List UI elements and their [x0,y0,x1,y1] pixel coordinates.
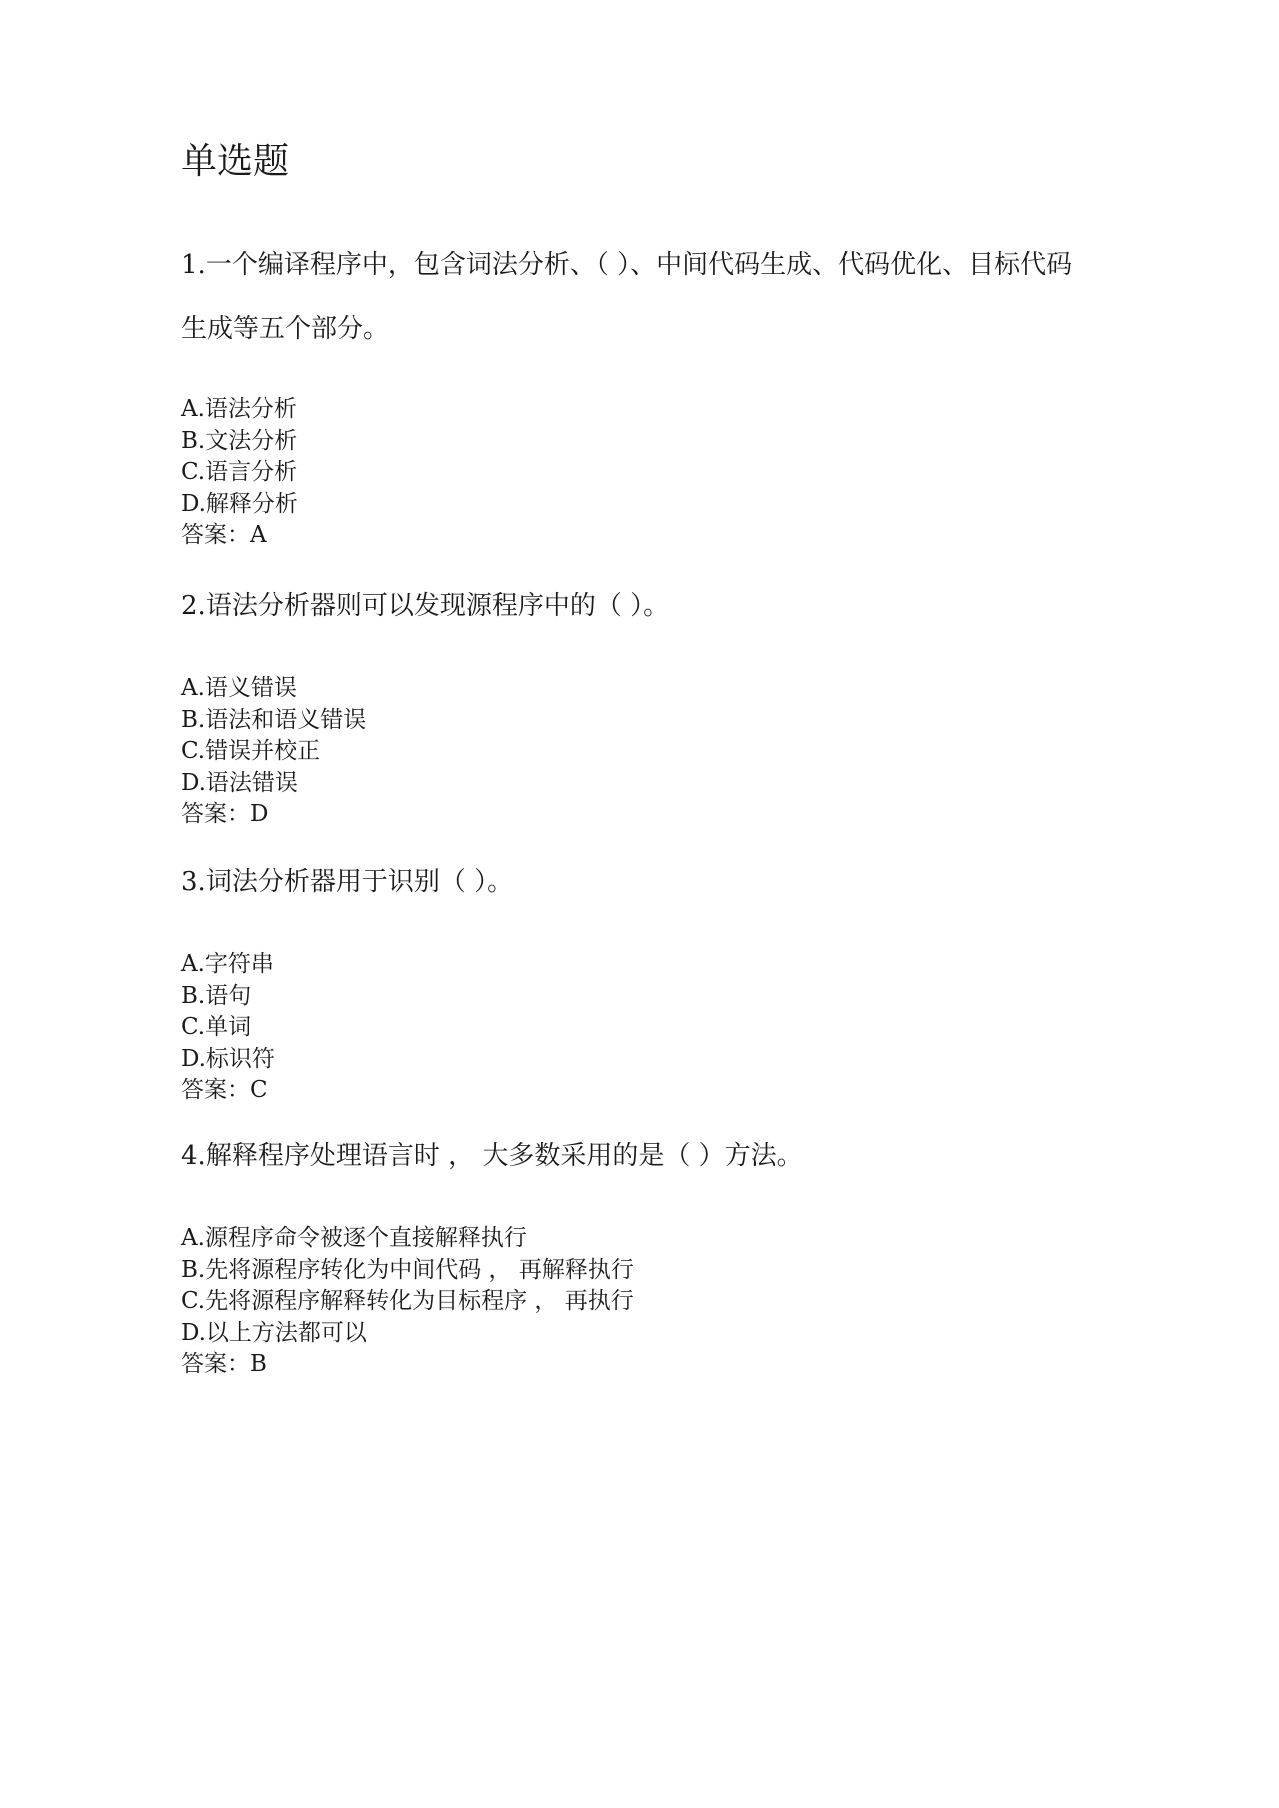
option-b: B.先将源程序转化为中间代码 ， 再解释执行 [181,1256,634,1283]
option-c: C.语言分析 [181,459,298,485]
option-c: C.单词 [181,1014,252,1040]
question-stem [181,850,1081,914]
option-list [181,394,1081,520]
option-d: D.标识符 [181,1045,275,1072]
question-number: 4 . [181,1141,206,1171]
question-1 [181,233,1081,552]
question-number: 2 . [181,591,206,621]
question-text: 一个编译程序中，包含词法分析、（ ）、中间代码生成、代码优化、目标代码生成等五个部分。 [181,250,1073,344]
option-b: B.语句 [181,982,252,1009]
question-number: 1 . [181,250,206,280]
option-b: B.语法和语义错误 [181,706,367,733]
option-d: D.解释分析 [181,490,298,517]
option-d: D.以上方法都可以 [181,1319,367,1346]
answer-text: 答案：A [181,522,267,548]
question-2 [181,574,1081,831]
answer-text: 答案：B [181,1351,267,1377]
option-list [181,673,1081,799]
option-d: D.语法错误 [181,769,298,796]
question-text: 解释程序处理语言时 ， 大多数采用的是（ ）方法。 [205,1141,803,1171]
answer-text: 答案：C [181,1077,268,1103]
option-a: A.字符串 [181,951,274,977]
option-c: C.先将源程序解释转化为目标程序 ， 再执行 [181,1288,634,1314]
option-a: A.源程序命令被逐个直接解释执行 [181,1225,527,1251]
section-title: 单选题 [181,141,290,182]
question-stem [181,233,1081,361]
option-list [181,949,1081,1075]
question-text: 词法分析器用于识别（ ）。 [205,867,514,897]
question-4 [181,1124,1081,1381]
question-stem [181,1124,1081,1188]
answer-text: 答案：D [181,801,269,827]
option-c: C.错误并校正 [181,738,321,764]
option-a: A.语法分析 [181,396,297,422]
question-3 [181,850,1081,1107]
question-number: 3 . [181,867,206,897]
option-list [181,1223,1081,1349]
option-b: B.文法分析 [181,427,298,454]
option-a: A.语义错误 [181,675,297,701]
question-text: 语法分析器则可以发现源程序中的（ ）。 [205,591,670,621]
question-stem [181,574,1081,638]
